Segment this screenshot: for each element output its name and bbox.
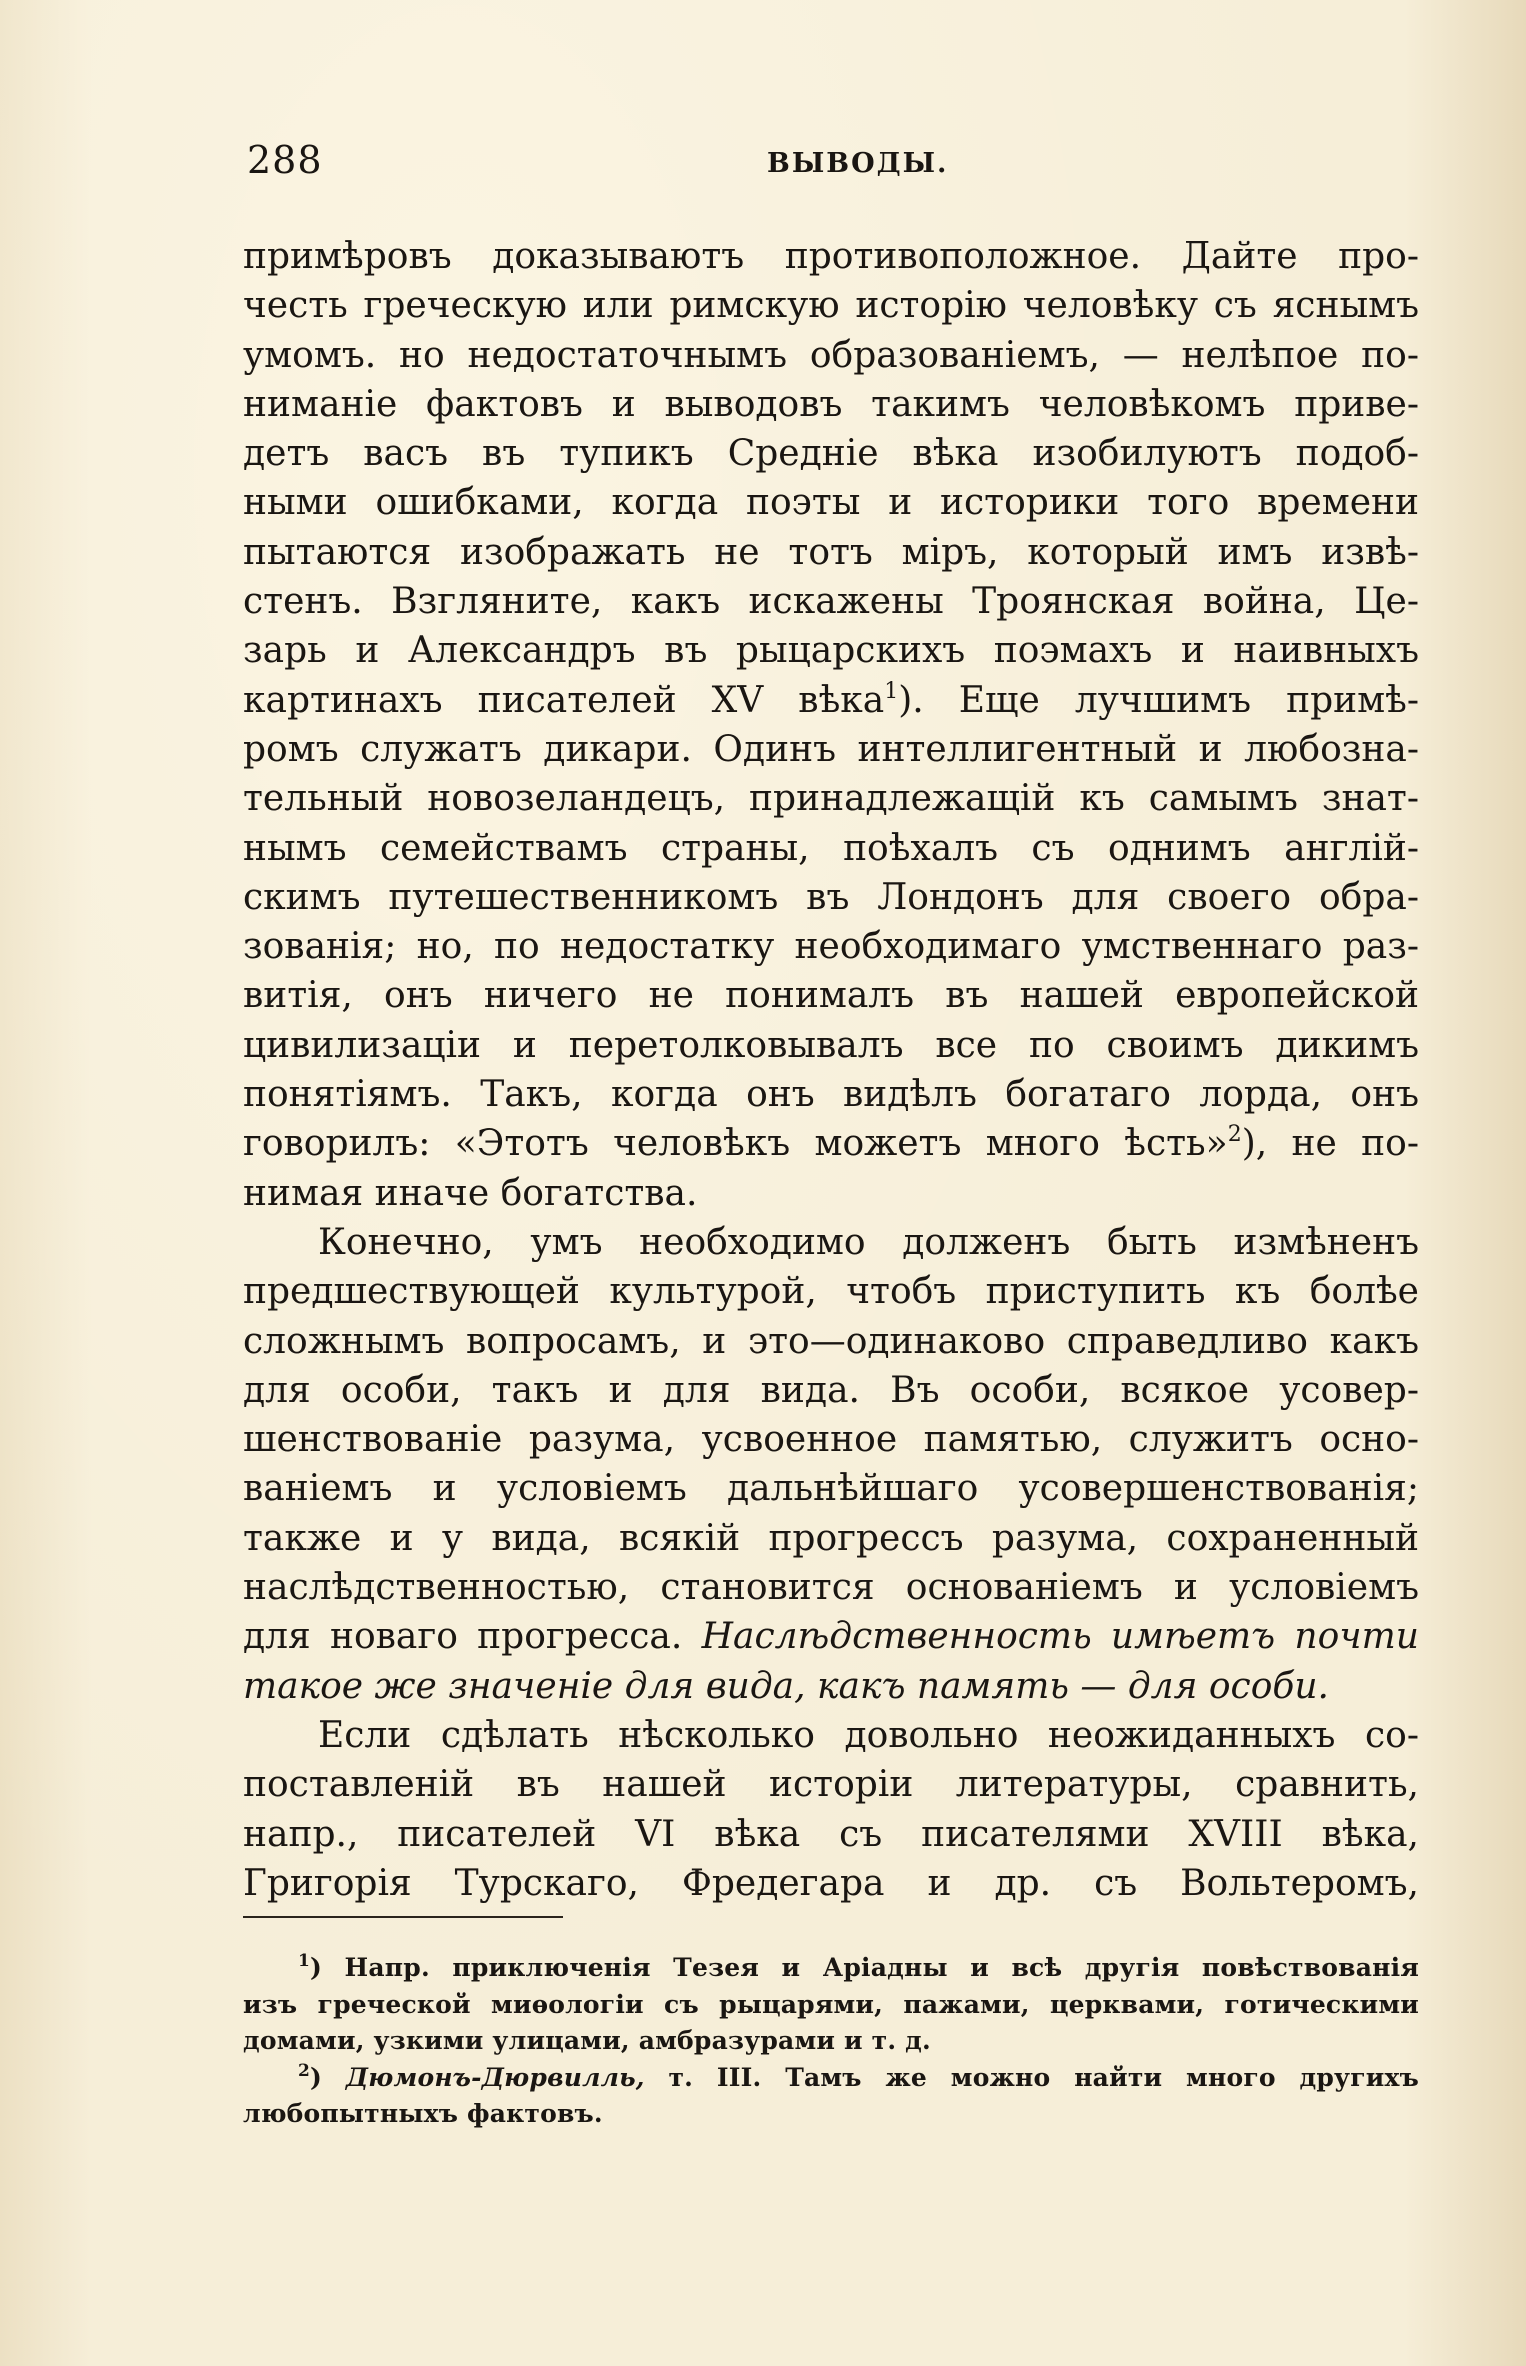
text-line: [243, 1218, 1419, 1267]
text-line: [243, 676, 1419, 725]
text-line: [243, 281, 1419, 330]
text-run: ниманіе фактовъ и выводовъ такимъ человѣкомъ приве-: [243, 383, 1419, 425]
text-run: сложнымъ вопросамъ, и это—одинаково справедливо какъ: [243, 1320, 1419, 1362]
text-line: [243, 1070, 1419, 1119]
text-run: предшествующей культурой, чтобъ приступить къ болѣе: [243, 1271, 1419, 1313]
footnote-marker: 2: [298, 2060, 311, 2081]
text-run: ). Еще лучшимъ примѣ-: [898, 679, 1419, 721]
text-run: также и у вида, всякій прогрессъ разума, сохраненный: [243, 1517, 1419, 1559]
text-line: [243, 824, 1419, 873]
text-line: [243, 1267, 1419, 1316]
text-run: домами, узкими улицами, амбразурами и т. д.: [243, 2026, 931, 2055]
text-run: понятіямъ. Такъ, когда онъ видѣлъ богатаго лорда, онъ: [243, 1074, 1419, 1116]
text-run: цивилизаціи и перетолковывалъ все по своимъ дикимъ: [243, 1024, 1419, 1066]
text-line: [243, 331, 1419, 380]
footnote-line: [243, 2060, 1419, 2097]
text-run: шенствованіе разума, усвоенное памятью, служитъ осно-: [243, 1419, 1419, 1461]
text-run: напр., писателей VI вѣка съ писателями XVIII вѣка,: [243, 1813, 1419, 1855]
text-line: [243, 1366, 1419, 1415]
text-line: [243, 478, 1419, 527]
text-line: [243, 1662, 1419, 1711]
text-line: [243, 774, 1419, 823]
text-line: [243, 1021, 1419, 1070]
page-number: 288: [247, 138, 323, 182]
text-line: [243, 429, 1419, 478]
text-line: [243, 1810, 1419, 1859]
footnote-line: [243, 2023, 1419, 2060]
text-line: [243, 1563, 1419, 1612]
text-run: говорилъ: «Этотъ человѣкъ можетъ много ѣсть»: [243, 1123, 1228, 1165]
text-run: скимъ путешественникомъ въ Лондонъ для своего обра-: [243, 876, 1419, 918]
text-line: [243, 1711, 1419, 1760]
italic-text-run: Дюмонъ-Дюрвилль,: [345, 2062, 645, 2092]
text-run: наслѣдственностью, становится основаніемъ и условіемъ: [243, 1567, 1419, 1609]
text-line: [243, 1119, 1419, 1168]
text-run: ), не по-: [1241, 1123, 1419, 1165]
text-run: зарь и Александръ въ рыцарскихъ поэмахъ и наивныхъ: [243, 630, 1419, 672]
text-line: [243, 1612, 1419, 1661]
text-line: [243, 1514, 1419, 1563]
text-run: ваніемъ и условіемъ дальнѣйшаго усовершенствованія;: [243, 1468, 1419, 1510]
text-run: ромъ служатъ дикари. Одинъ интеллигентный и любозна-: [243, 728, 1419, 770]
text-line: [243, 626, 1419, 675]
page-header: [247, 138, 1422, 198]
footnote-marker: 1: [298, 1951, 311, 1971]
text-run: нымъ семействамъ страны, поѣхалъ съ однимъ англій-: [243, 827, 1419, 869]
text-run: детъ васъ въ тупикъ Средніе вѣка изобилуютъ подоб-: [243, 433, 1419, 475]
italic-text-run: такое же значеніе для вида, какъ память — для особи.: [243, 1665, 1329, 1707]
text-line: [243, 971, 1419, 1020]
text-run: Григорія Турскаго, Фредегара и др. съ Вольтеромъ,: [243, 1862, 1419, 1904]
footnote-line: [243, 1950, 1419, 1987]
text-run: витія, онъ ничего не понималъ въ нашей европейской: [243, 975, 1419, 1017]
text-line: [243, 1464, 1419, 1513]
text-run: стенъ. Взгляните, какъ искажены Троянская война, Це-: [243, 581, 1419, 623]
footnote-reference: 2: [1227, 1122, 1242, 1148]
text-run: ) Напр. приключенія Тезея и Аріадны и всѣ другія повѣствованія: [310, 1953, 1419, 1982]
text-line: [243, 1169, 1419, 1218]
italic-text-run: Наслѣдственность имѣетъ почти: [701, 1616, 1419, 1658]
text-line: [243, 873, 1419, 922]
footnote-reference: 1: [884, 678, 899, 704]
text-run: любопытныхъ фактовъ.: [243, 2099, 603, 2128]
text-line: [243, 1760, 1419, 1809]
footnote-line: [243, 1987, 1419, 2024]
footnotes: [243, 1950, 1419, 2133]
text-line: [243, 725, 1419, 774]
text-run: картинахъ писателей XV вѣка: [243, 679, 885, 721]
text-line: [243, 1415, 1419, 1464]
text-run: зованія; но, по недостатку необходимаго умственнаго раз-: [243, 926, 1419, 968]
text-run: Если сдѣлать нѣсколько довольно неожиданныхъ со-: [318, 1714, 1419, 1756]
text-run: Конечно, умъ необходимо долженъ быть измѣненъ: [318, 1221, 1419, 1263]
main-text: [243, 232, 1419, 1908]
text-line: [243, 232, 1419, 281]
running-head: ВЫВОДЫ.: [767, 148, 949, 179]
text-line: [243, 577, 1419, 626]
footnote-separator: [243, 1916, 563, 1918]
text-run: поставленій въ нашей исторіи литературы, сравнить,: [243, 1764, 1419, 1806]
text-run: пытаются изображать не тотъ міръ, который имъ извѣ-: [243, 531, 1419, 573]
text-run: ными ошибками, когда поэты и историки того времени: [243, 482, 1419, 524]
text-run: для особи, такъ и для вида. Въ особи, всякое усовер-: [243, 1369, 1419, 1411]
text-line: [243, 1859, 1419, 1908]
footnote-line: [243, 2096, 1419, 2133]
text-line: [243, 528, 1419, 577]
text-run: т. III. Тамъ же можно найти много другихъ: [644, 2062, 1419, 2092]
text-run: честь греческую или римскую исторію человѣку съ яснымъ: [243, 285, 1419, 327]
text-run: тельный новозеландецъ, принадлежащій къ самымъ знат-: [243, 778, 1419, 820]
text-run: умомъ. но недостаточнымъ образованіемъ, — нелѣпое по-: [243, 334, 1419, 376]
text-run: ): [310, 2062, 346, 2092]
text-run: изъ греческой миѳологіи съ рыцарями, пажами, церквами, готическими: [243, 1989, 1419, 2019]
text-line: [243, 380, 1419, 429]
text-run: для новаго прогресса.: [243, 1616, 683, 1658]
text-line: [243, 1317, 1419, 1366]
text-run: нимая иначе богатства.: [243, 1172, 698, 1214]
text-line: [243, 922, 1419, 971]
text-run: примѣровъ доказываютъ противоположное. Дайте про-: [243, 236, 1419, 277]
